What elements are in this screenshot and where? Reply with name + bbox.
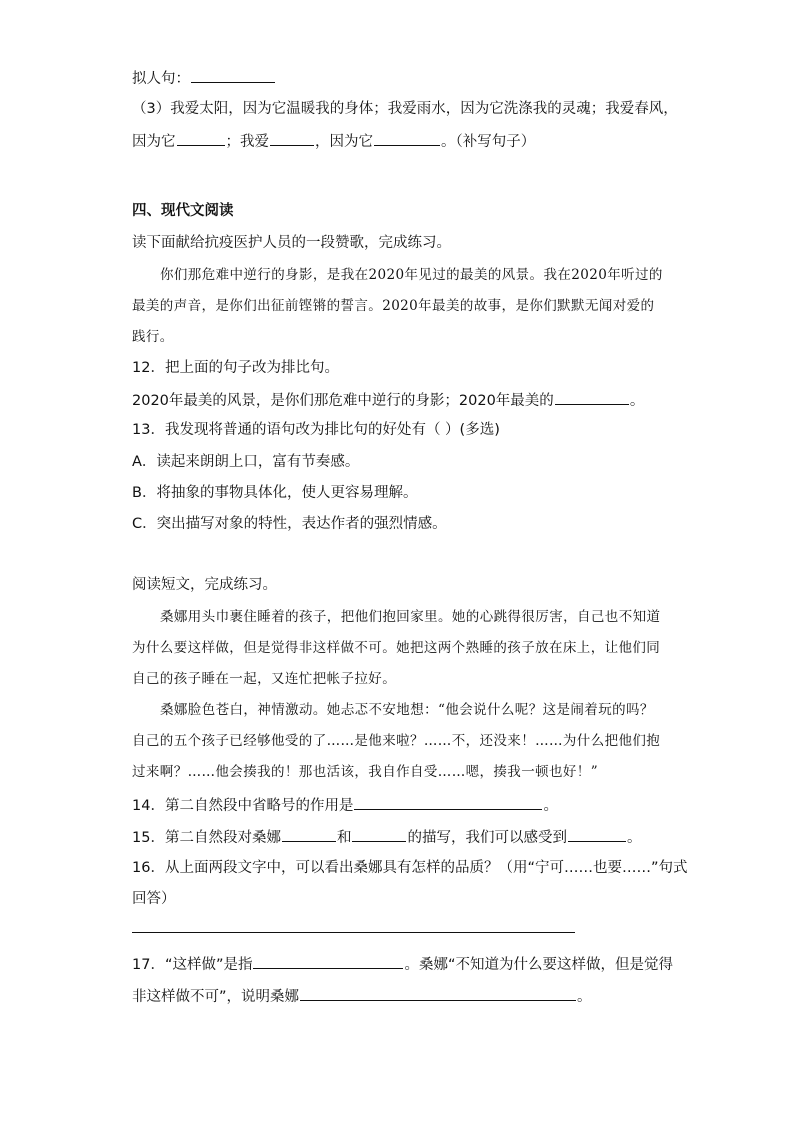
answer-blank[interactable] xyxy=(354,794,542,810)
q17-end: 。 xyxy=(577,989,592,1005)
q3-text-c: ，因为它 xyxy=(315,134,373,150)
q3-line1: （3）我爱太阳，因为它温暖我的身体；我爱雨水，因为它洗涤我的灵魂；我爱春风， xyxy=(132,101,678,117)
q17-text-b: 。桑娜“不知道为什么要这样做，但是觉得 xyxy=(404,957,673,973)
question-16-line1: 16．从上面两段文字中，可以看出桑娜具有怎样的品质？（用“宁可……也要……”句式 xyxy=(132,860,688,876)
q12-fill-text: 2020年最美的风景，是你们那危难中逆行的身影；2020年最美的 xyxy=(132,393,554,409)
q14-end: 。 xyxy=(543,798,558,814)
answer-blank[interactable] xyxy=(191,67,275,83)
q12-fill-end: 。 xyxy=(629,393,645,409)
answer-blank[interactable] xyxy=(270,130,314,146)
question-17-line2 xyxy=(132,985,592,1007)
answer-blank[interactable] xyxy=(555,389,629,405)
answer-blank[interactable] xyxy=(374,130,440,146)
question-14 xyxy=(132,794,558,816)
question-12-fill xyxy=(132,389,644,411)
passage1-line: 践行。 xyxy=(132,329,174,345)
passage2-line: 自己的五个孩子已经够他受的了……是他来啦？……不，还没来！……为什么把他们抱 xyxy=(132,733,661,749)
q3-line2 xyxy=(132,130,535,152)
answer-blank[interactable] xyxy=(177,130,225,146)
answer-blank[interactable] xyxy=(282,826,336,842)
answer-line[interactable] xyxy=(132,932,575,933)
q15-text-c: 的描写，我们可以感受到 xyxy=(407,830,567,846)
answer-blank[interactable] xyxy=(352,826,406,842)
passage2-line: 桑娜用头巾裹住睡着的孩子，把他们抱回家里。她的心跳得很厉害，自己也不知道 xyxy=(160,609,661,625)
q14-text: 14．第二自然段中省略号的作用是 xyxy=(132,798,354,814)
option-b[interactable]: B．将抽象的事物具体化，使人更容易理解。 xyxy=(132,485,418,501)
question-12: 12．把上面的句子改为排比句。 xyxy=(132,360,339,376)
answer-blank[interactable] xyxy=(300,985,576,1001)
answer-blank[interactable] xyxy=(568,826,626,842)
personification-line xyxy=(132,67,276,89)
answer-blank[interactable] xyxy=(253,953,403,969)
passage2-line: 自己的孩子睡在一起，又连忙把帐子拉好。 xyxy=(132,671,397,687)
question-15 xyxy=(132,826,641,848)
question-13: 13．我发现将普通的语句改为排比句的好处有（ ）(多选) xyxy=(132,422,500,438)
passage2-line: 过来啊？……他会揍我的！那也活该，我自作自受……嗯，揍我一顿也好！” xyxy=(132,764,599,780)
q15-text-b: 和 xyxy=(336,830,352,846)
q15-text-a: 15．第二自然段对桑娜 xyxy=(132,830,281,846)
reading1-intro: 读下面献给抗疫医护人员的一段赞歌，完成练习。 xyxy=(132,235,451,251)
passage2-line: 桑娜脸色苍白，神情激动。她忐忑不安地想：“他会说什么呢？这是闹着玩的吗？ xyxy=(160,702,654,718)
question-16-line2: 回答） xyxy=(132,891,176,907)
personification-label: 拟人句： xyxy=(132,71,190,87)
option-c[interactable]: C．突出描写对象的特性，表达作者的强烈情感。 xyxy=(132,516,447,532)
q17-text-c: 非这样做不可”，说明桑娜 xyxy=(132,989,300,1005)
passage1-line: 你们那危难中逆行的身影，是我在2020年见过的最美的风景。我在2020年听过的 xyxy=(160,267,663,283)
question-17-line1 xyxy=(132,953,673,975)
reading2-intro: 阅读短文，完成练习。 xyxy=(132,577,277,593)
option-a[interactable]: A．读起来朗朗上口，富有节奏感。 xyxy=(132,454,360,470)
q15-end: 。 xyxy=(626,830,642,846)
q17-text-a: 17．“这样做”是指 xyxy=(132,957,253,973)
passage1-line: 最美的声音，是你们出征前铿锵的誓言。2020年最美的故事，是你们默默无闻对爱的 xyxy=(132,298,655,314)
q3-text-d: 。（补写句子） xyxy=(441,134,536,150)
passage2-line: 为什么要这样做，但是觉得非这样做不可。她把这两个熟睡的孩子放在床上，让他们同 xyxy=(132,640,661,656)
q3-text-b: ；我爱 xyxy=(225,134,269,150)
q3-text-a: 因为它 xyxy=(132,134,176,150)
section-heading: 四、现代文阅读 xyxy=(132,203,234,219)
